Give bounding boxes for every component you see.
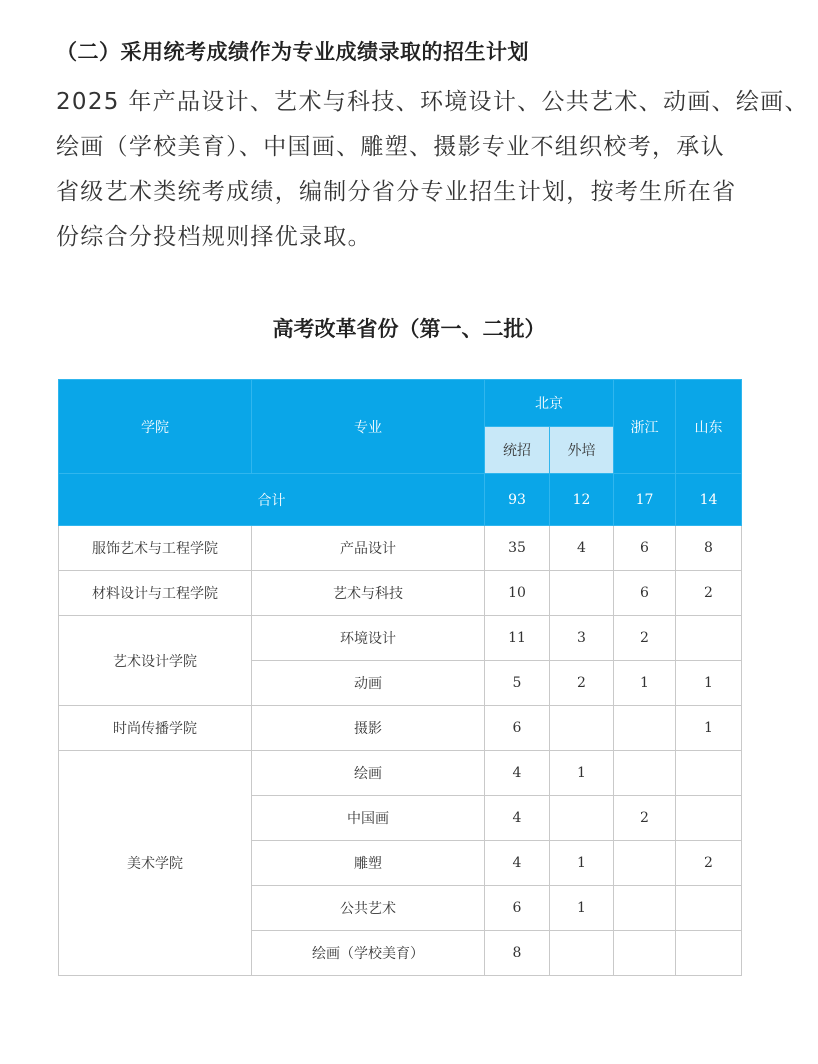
quota-cell-tongzhao: 6 xyxy=(485,706,550,751)
quota-cell-shandong xyxy=(676,931,742,976)
college-cell: 时尚传播学院 xyxy=(59,706,252,751)
quota-cell-waipei xyxy=(550,796,614,841)
quota-cell-zhejiang xyxy=(614,886,676,931)
total-waipei: 12 xyxy=(550,474,614,526)
paragraph-line: 绘画（学校美育）、中国画、雕塑、摄影专业不组织校考，承认 xyxy=(56,134,725,160)
quota-cell-tongzhao: 11 xyxy=(485,616,550,661)
intro-paragraph xyxy=(56,80,809,260)
quota-cell-tongzhao: 5 xyxy=(485,661,550,706)
quota-cell-tongzhao: 8 xyxy=(485,931,550,976)
quota-cell-shandong: 1 xyxy=(676,706,742,751)
total-label: 合计 xyxy=(59,474,485,526)
quota-cell-zhejiang: 6 xyxy=(614,571,676,616)
quota-cell-zhejiang: 2 xyxy=(614,796,676,841)
major-cell: 艺术与科技 xyxy=(252,571,485,616)
table-row xyxy=(59,751,742,796)
header-beijing-tongzhao: 统招 xyxy=(485,427,550,474)
header-beijing-waipei: 外培 xyxy=(550,427,614,474)
quota-cell-zhejiang xyxy=(614,931,676,976)
quota-cell-tongzhao: 6 xyxy=(485,886,550,931)
total-tongzhao: 93 xyxy=(485,474,550,526)
quota-cell-tongzhao: 10 xyxy=(485,571,550,616)
quota-cell-zhejiang xyxy=(614,841,676,886)
table-row xyxy=(59,706,742,751)
major-cell: 公共艺术 xyxy=(252,886,485,931)
table-row xyxy=(59,571,742,616)
quota-cell-tongzhao: 4 xyxy=(485,796,550,841)
quota-cell-shandong: 2 xyxy=(676,841,742,886)
quota-cell-shandong: 1 xyxy=(676,661,742,706)
quota-cell-waipei xyxy=(550,931,614,976)
section-heading: （二）采用统考成绩作为专业成绩录取的招生计划 xyxy=(56,40,529,64)
quota-cell-waipei: 1 xyxy=(550,751,614,796)
quota-cell-tongzhao: 35 xyxy=(485,526,550,571)
college-cell: 美术学院 xyxy=(59,751,252,976)
quota-cell-shandong: 2 xyxy=(676,571,742,616)
total-zhejiang: 17 xyxy=(614,474,676,526)
quota-cell-waipei: 4 xyxy=(550,526,614,571)
quota-cell-tongzhao: 4 xyxy=(485,841,550,886)
quota-cell-waipei: 2 xyxy=(550,661,614,706)
quota-cell-zhejiang: 2 xyxy=(614,616,676,661)
quota-cell-waipei xyxy=(550,571,614,616)
quota-cell-waipei: 1 xyxy=(550,886,614,931)
quota-cell-shandong: 8 xyxy=(676,526,742,571)
quota-cell-zhejiang xyxy=(614,706,676,751)
quota-cell-waipei xyxy=(550,706,614,751)
total-shandong: 14 xyxy=(676,474,742,526)
table-row xyxy=(59,616,742,661)
major-cell: 雕塑 xyxy=(252,841,485,886)
quota-cell-shandong xyxy=(676,886,742,931)
header-zhejiang: 浙江 xyxy=(614,380,676,474)
college-cell: 材料设计与工程学院 xyxy=(59,571,252,616)
college-cell: 服饰艺术与工程学院 xyxy=(59,526,252,571)
major-cell: 动画 xyxy=(252,661,485,706)
quota-cell-tongzhao: 4 xyxy=(485,751,550,796)
major-cell: 绘画 xyxy=(252,751,485,796)
table-body xyxy=(59,526,742,976)
quota-cell-zhejiang: 6 xyxy=(614,526,676,571)
college-cell: 艺术设计学院 xyxy=(59,616,252,706)
table-title: 高考改革省份（第一、二批） xyxy=(272,317,546,341)
header-major: 专业 xyxy=(252,380,485,474)
paragraph-line: 2025 年产品设计、艺术与科技、环境设计、公共艺术、动画、绘画、 xyxy=(56,89,809,115)
quota-cell-shandong xyxy=(676,796,742,841)
paragraph-line: 份综合分投档规则择优录取。 xyxy=(56,224,372,250)
table-row xyxy=(59,526,742,571)
quota-cell-waipei: 1 xyxy=(550,841,614,886)
quota-cell-zhejiang: 1 xyxy=(614,661,676,706)
header-shandong: 山东 xyxy=(676,380,742,474)
quota-cell-zhejiang xyxy=(614,751,676,796)
major-cell: 环境设计 xyxy=(252,616,485,661)
major-cell: 摄影 xyxy=(252,706,485,751)
header-beijing: 北京 xyxy=(485,380,614,427)
paragraph-line: 省级艺术类统考成绩，编制分省分专业招生计划，按考生所在省 xyxy=(56,179,737,205)
major-cell: 绘画（学校美育） xyxy=(252,931,485,976)
header-college: 学院 xyxy=(59,380,252,474)
quota-cell-waipei: 3 xyxy=(550,616,614,661)
major-cell: 中国画 xyxy=(252,796,485,841)
major-cell: 产品设计 xyxy=(252,526,485,571)
quota-cell-shandong xyxy=(676,751,742,796)
quota-cell-shandong xyxy=(676,616,742,661)
enrollment-plan-table xyxy=(58,379,742,976)
